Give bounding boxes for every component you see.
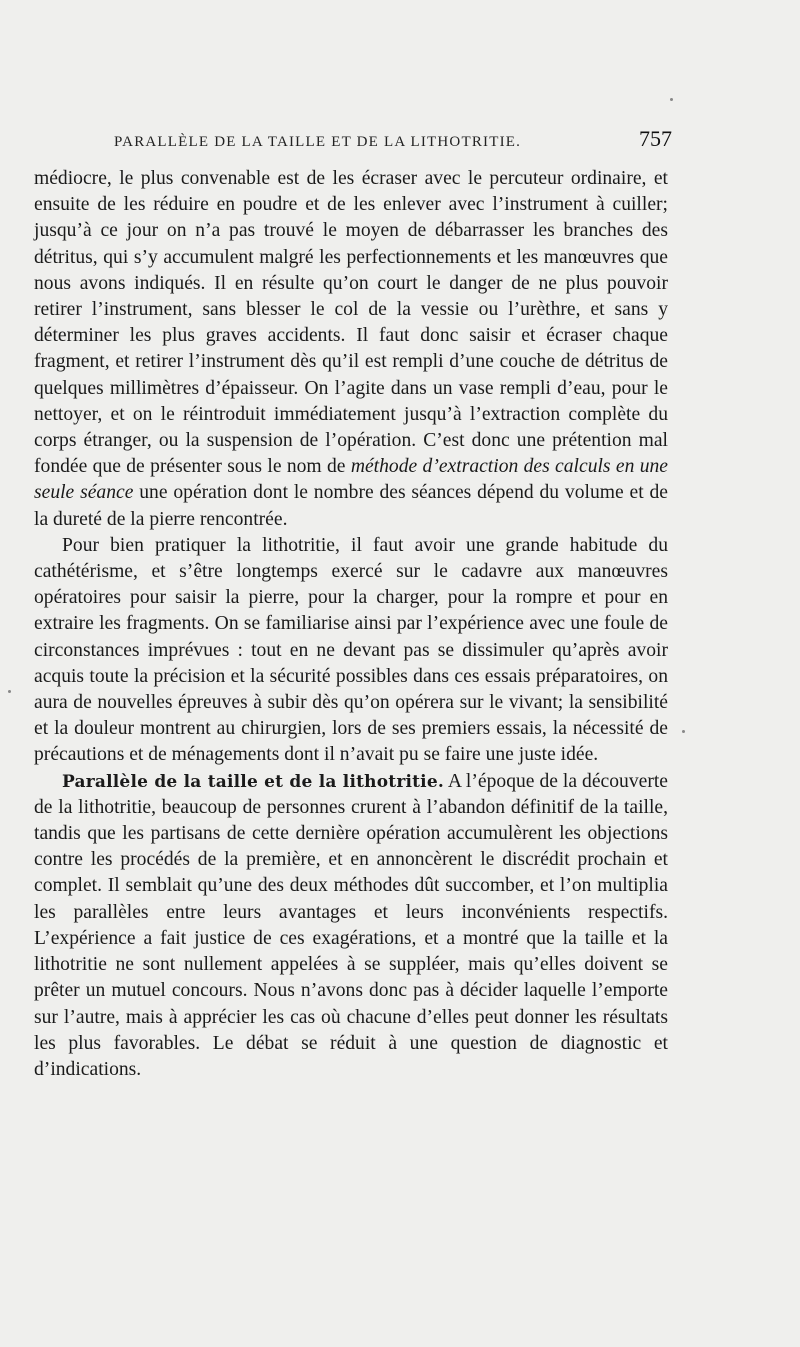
paragraph-2: Pour bien pratiquer la lithotritie, il faut avoir une grande habitude du cathétérisme, et s’être longtemps exercé sur le cadavre aux manœuvres opératoires pour saisir la pierre, pour la charger, pour la rompre et pour en extraire les fragments. On se familiarise ainsi par l’expérience avec une foule de circonstances imprévues : tout en ne devant pas se dissimuler qu’après avoir acquis toute la précision et la sécurité possibles dans ces essais préparatoires, on aura de nouvelles épreuves à subir dès qu’on opérera sur le vivant; la sensibilité et la douleur montrent au chirurgien, lors de ses premiers essais, la nécessité de précautions et de ménagements dont il n’avait pu se faire une juste idée.	[34, 534, 668, 766]
page-body	[34, 166, 668, 1083]
paragraph-1	[34, 166, 668, 533]
section-paragraph	[34, 769, 668, 1083]
section-title: Parallèle de la taille et de la lithotritie.	[62, 771, 444, 792]
running-title: PARALLÈLE DE LA TAILLE ET DE LA LITHOTRITIE.	[114, 134, 522, 150]
page-header	[114, 126, 672, 166]
paper-speck	[8, 690, 11, 693]
paragraph-1-text: médiocre, le plus convenable est de les écraser avec le percuteur ordinaire, et ensuite de les réduire en poudre et de les enlever avec l’instrument à cuiller; jusqu’à ce jour on n’a pas trouvé le moyen de débarrasser les branches des détritus, qui s’y accumulent malgré les perfectionnements et les manœuvres que nous avons indiqués. Il en résulte qu’on court le danger de ne plus pouvoir retirer l’instrument, sans blesser le col de la vessie ou l’urèthre, et sans y déterminer les plus graves accidents. Il faut donc saisir et écraser chaque fragment, et retirer l’instrument dès qu’il est rempli d’une couche de détritus de quelques millimètres d’épaisseur. On l’agite dans un vase rempli d’eau, pour le nettoyer, et on le réintroduit immédiatement jusqu’à l’extraction complète du corps étranger, ou la suspension de l’opération. C’est donc une prétention mal fondée que de présenter sous le nom de	[34, 168, 668, 478]
paragraph-1-italic: méthode d’extraction des calculs en une seule séance	[34, 456, 668, 504]
paper-speck	[682, 730, 685, 733]
paragraph-1-end: une opération dont le nombre des séances dépend du volume et de la dureté de la pierre rencontrée.	[34, 482, 668, 530]
section-text: A l’époque de la découverte de la lithotritie, beaucoup de personnes crurent à l’abandon définitif de la taille, tandis que les partisans de cette dernière opération accumulèrent les objections contre les procédés de la première, et en annoncèrent le discrédit prochain et complet. Il semblait qu’une des deux méthodes dût succomber, et l’on multiplia les parallèles entre leurs avantages et leurs inconvénients respectifs. L’expérience a fait justice de ces exagérations, et a montré que la taille et la lithotritie ne sont nullement appelées à se suppléer, mais qu’elles doivent se prêter un mutuel concours. Nous n’avons donc pas à décider laquelle l’emporte sur l’autre, mais à apprécier les cas où chacune d’elles peut donner les résultats les plus favorables. Le débat se réduit à une question de diagnostic et d’indications.	[34, 770, 668, 1080]
page-number: 757	[639, 126, 672, 151]
paper-speck	[670, 98, 673, 101]
